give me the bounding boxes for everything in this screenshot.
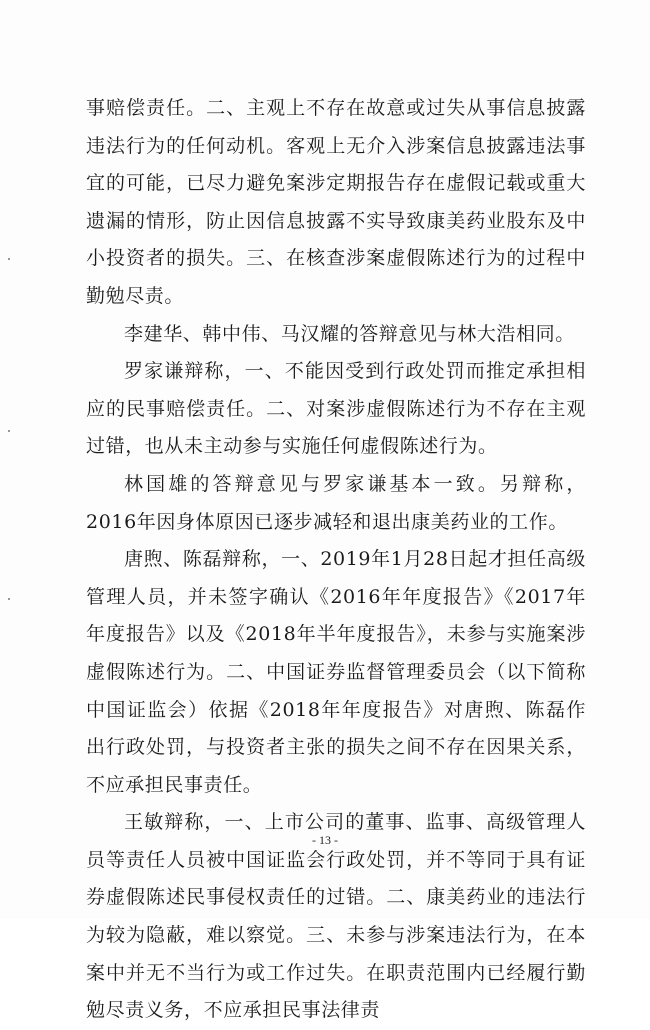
- page-number: - 13 -: [312, 833, 338, 847]
- paragraph-2: 李建华、韩中伟、马汉耀的答辩意见与林大浩相同。: [124, 322, 575, 345]
- binding-mark: [8, 258, 10, 260]
- paragraph-5: 唐煦、陈磊辩称，一、2019年1月28日起才担任高级管理人员，并未签字确认《2016年年度报告》《2017年年度报告》以及《2018年半年度报告》，未参与实施案涉虚假陈述行为。二、中国证券监督管理委员会（以下简称中国证监会）依据《2018年年度报告》对唐煦、陈磊作出行政处罚，与投资者主张的损失之间不存在因果关系，不应承担民事责任。: [86, 548, 586, 796]
- binding-mark: [8, 430, 10, 432]
- paragraph-3: 罗家谦辩称，一、不能因受到行政处罚而推定承担相应的民事赔偿责任。二、对案涉虚假陈述行为不存在主观过错，也从未主动参与实施任何虚假陈述行为。: [86, 360, 586, 458]
- paragraph-6: 王敏辩称，一、上市公司的董事、监事、高级管理人员等责任人员被中国证监会行政处罚，并不等同于具有证券虚假陈述民事侵权责任的过错。二、康美药业的违法行为较为隐蔽，难以察觉。三、未参与涉案违法行为，在本案中并无不当行为或工作过失。在职责范围内已经履行勤勉尽责义务，不应承担民事法律责: [86, 811, 586, 1022]
- paragraph-1: 事赔偿责任。二、主观上不存在故意或过失从事信息披露违法行为的任何动机。客观上无介入涉案信息披露违法事宜的可能，已尽力避免案涉定期报告存在虚假记载或重大遗漏的情形，防止因信息披露不实导致康美药业股东及中小投资者的损失。三、在核查涉案虚假陈述行为的过程中勤勉尽责。: [86, 97, 586, 307]
- paragraph-4: 林国雄的答辩意见与罗家谦基本一致。另辩称，2016年因身体原因已逐步减轻和退出康美药业的工作。: [86, 472, 586, 533]
- document-body: [86, 90, 586, 1030]
- binding-mark: [8, 598, 10, 600]
